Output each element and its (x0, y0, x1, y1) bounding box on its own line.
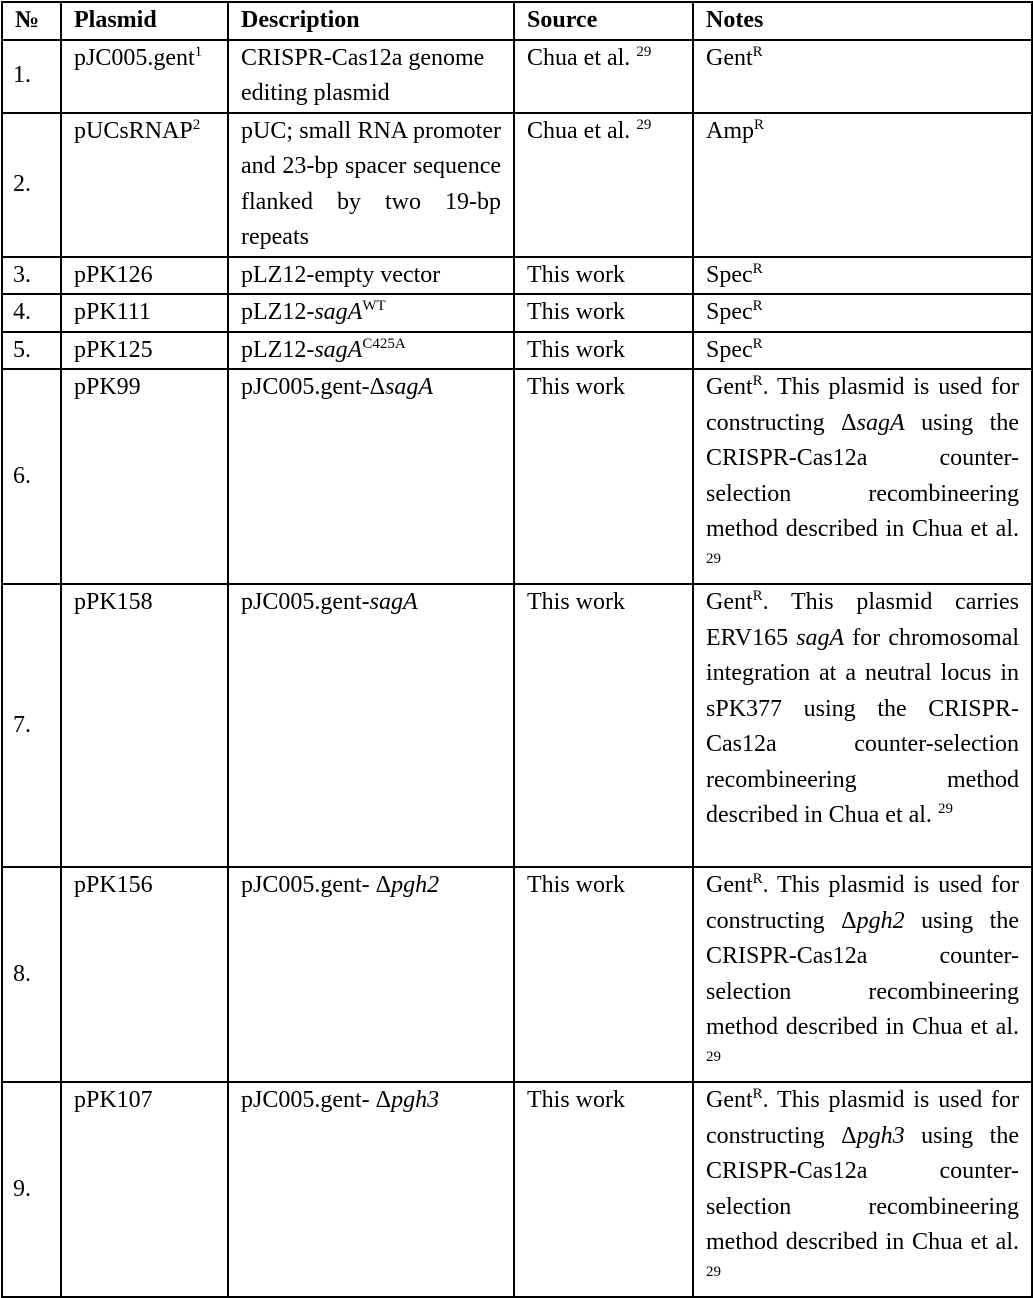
source-text: This work (527, 336, 625, 363)
table-row (2, 867, 1032, 1082)
row-number-cell (2, 332, 61, 370)
notes-gene: pgh3 (856, 1122, 905, 1149)
plasmid-cell (61, 1082, 228, 1297)
notes-resistance: R (752, 43, 763, 60)
notes-marker: Gent (706, 872, 753, 898)
plasmid-footnote: 2 (192, 116, 201, 133)
source-cell (514, 867, 693, 1082)
description-text: CRISPR-Cas12a genome editing plasmid (241, 44, 485, 106)
notes-marker: Gent (706, 374, 753, 400)
description-text: pLZ12- (241, 336, 315, 363)
row-number: 6. (13, 462, 31, 489)
description-cell (228, 867, 514, 1082)
header-source: Source (514, 2, 693, 40)
plasmid-cell (61, 257, 228, 295)
notes-cell (693, 257, 1032, 295)
description-gene: sagA (314, 299, 363, 325)
notes-reference: 29 (706, 1263, 721, 1280)
row-number-cell (2, 40, 61, 113)
row-number: 3. (13, 261, 31, 288)
notes-text: . This plasmid is used for constructing Δ (706, 1087, 1019, 1149)
notes-cell (693, 867, 1032, 1082)
notes-reference: 29 (706, 550, 721, 567)
source-text: This work (527, 872, 625, 898)
row-number: 5. (13, 336, 31, 363)
plasmid-cell (61, 332, 228, 370)
plasmid-name: pPK156 (74, 872, 153, 898)
description-allele: WT (362, 298, 386, 314)
notes-marker: Gent (706, 589, 753, 615)
description-cell (228, 40, 514, 113)
description-text: pJC005.gent-Δ (241, 374, 386, 400)
row-number: 2. (13, 170, 31, 197)
description-cell (228, 332, 514, 370)
description-gene: sagA (369, 589, 418, 615)
header-notes: Notes (693, 2, 1032, 40)
source-text: This work (527, 374, 625, 400)
table-row (2, 1082, 1032, 1297)
notes-reference: 29 (937, 801, 953, 817)
source-cell (514, 40, 693, 113)
table-header (2, 2, 1032, 40)
source-text: This work (527, 589, 625, 615)
source-text: Chua et al. (527, 44, 631, 71)
row-number-cell (2, 294, 61, 332)
source-text: This work (527, 261, 625, 288)
source-cell (514, 369, 693, 584)
table-row (2, 257, 1032, 295)
notes-marker: Gent (706, 1087, 753, 1113)
table-body (2, 40, 1032, 1298)
notes-marker: Spec (706, 261, 753, 288)
description-text: pJC005.gent- Δ (241, 872, 392, 898)
notes-marker: Amp (706, 117, 754, 144)
table-row (2, 332, 1032, 370)
notes-gene: sagA (856, 409, 905, 436)
notes-cell (693, 584, 1032, 867)
notes-text: . This plasmid carries ERV165 (706, 589, 1019, 651)
notes-resistance: R (754, 116, 765, 133)
notes-reference: 29 (706, 1048, 721, 1065)
row-number-cell (2, 1082, 61, 1297)
plasmid-cell (61, 584, 228, 867)
notes-marker: Spec (706, 299, 753, 325)
description-cell (228, 1082, 514, 1297)
plasmid-name: pPK107 (74, 1087, 153, 1113)
notes-cell (693, 1082, 1032, 1297)
table-row (2, 40, 1032, 113)
plasmid-cell (61, 40, 228, 113)
plasmid-name: pPK125 (74, 336, 153, 363)
source-cell (514, 294, 693, 332)
row-number: 7. (13, 711, 31, 738)
description-gene: pgh3 (391, 1087, 440, 1113)
notes-resistance: R (752, 298, 763, 314)
source-reference: 29 (636, 116, 652, 133)
source-cell (514, 584, 693, 867)
notes-resistance: R (752, 373, 763, 389)
header-plasmid: Plasmid (61, 2, 228, 40)
source-text: This work (527, 299, 625, 325)
notes-method: using the CRISPR-Cas12a counter-selection recombineering method described in Chua et al. (706, 1122, 1019, 1255)
description-cell (228, 257, 514, 295)
row-number-cell (2, 369, 61, 584)
plasmid-name: pPK111 (74, 299, 151, 325)
notes-resistance: R (752, 335, 763, 352)
plasmid-name: pPK126 (74, 261, 153, 288)
row-number: 9. (13, 1175, 31, 1202)
plasmid-name: pPK99 (74, 374, 141, 400)
description-gene: sagA (385, 374, 434, 400)
plasmid-footnote: 1 (194, 43, 203, 60)
table-row (2, 113, 1032, 257)
notes-gene: pgh2 (856, 907, 905, 934)
source-text: This work (527, 1087, 625, 1113)
notes-resistance: R (752, 260, 763, 277)
description-cell (228, 584, 514, 867)
row-number: 8. (13, 960, 31, 987)
notes-resistance: R (752, 588, 763, 604)
notes-marker: Spec (706, 336, 753, 363)
description-gene: sagA (314, 336, 363, 363)
description-allele: C425A (362, 335, 406, 352)
notes-cell (693, 40, 1032, 113)
row-number-cell (2, 257, 61, 295)
notes-resistance: R (752, 1086, 763, 1102)
plasmid-cell (61, 369, 228, 584)
notes-marker: Gent (706, 44, 753, 71)
description-text: pJC005.gent- Δ (241, 1087, 392, 1113)
description-text: pJC005.gent- (241, 589, 370, 615)
description-text: pLZ12- (241, 299, 315, 325)
notes-cell (693, 369, 1032, 584)
source-cell (514, 257, 693, 295)
plasmid-cell (61, 294, 228, 332)
notes-cell (693, 294, 1032, 332)
plasmid-cell (61, 113, 228, 257)
row-number-cell (2, 584, 61, 867)
notes-method: using the CRISPR-Cas12a counter-selection recombineering method described in Chua et al. (706, 409, 1019, 542)
description-cell (228, 113, 514, 257)
table-row (2, 584, 1032, 867)
source-cell (514, 113, 693, 257)
description-cell (228, 369, 514, 584)
table-row (2, 369, 1032, 584)
notes-method: for chromosomal integration at a neutral locus in sPK377 using the CRISPR-Cas12a counter-selection recombineering method described in Chua et al. (706, 624, 1020, 828)
description-text: pUC; small RNA promoter and 23-bp spacer sequence flanked by two 19-bp repeats (241, 117, 501, 250)
notes-resistance: R (752, 871, 763, 887)
plasmid-name: pPK158 (74, 589, 153, 615)
notes-text: . This plasmid is used for constructing Δ (706, 374, 1019, 436)
plasmid-cell (61, 867, 228, 1082)
header-description: Description (228, 2, 514, 40)
row-number-cell (2, 867, 61, 1082)
source-cell (514, 1082, 693, 1297)
row-number-cell (2, 113, 61, 257)
description-cell (228, 294, 514, 332)
description-text: pLZ12-empty vector (241, 261, 441, 288)
notes-cell (693, 332, 1032, 370)
plasmid-name: pJC005.gent (74, 44, 195, 71)
table-row (2, 294, 1032, 332)
source-reference: 29 (636, 43, 652, 60)
row-number: 4. (13, 299, 31, 325)
header-number: № (2, 2, 61, 40)
notes-text: . This plasmid is used for constructing Δ (706, 872, 1019, 934)
row-number: 1. (13, 62, 31, 89)
source-text: Chua et al. (527, 117, 631, 144)
header-row (2, 2, 1032, 40)
notes-gene: sagA (796, 624, 845, 651)
notes-cell (693, 113, 1032, 257)
source-cell (514, 332, 693, 370)
description-gene: pgh2 (391, 872, 440, 898)
plasmid-name: pUCsRNAP (74, 117, 193, 144)
notes-method: using the CRISPR-Cas12a counter-selection recombineering method described in Chua et al. (706, 907, 1019, 1040)
plasmid-table (1, 1, 1033, 1298)
